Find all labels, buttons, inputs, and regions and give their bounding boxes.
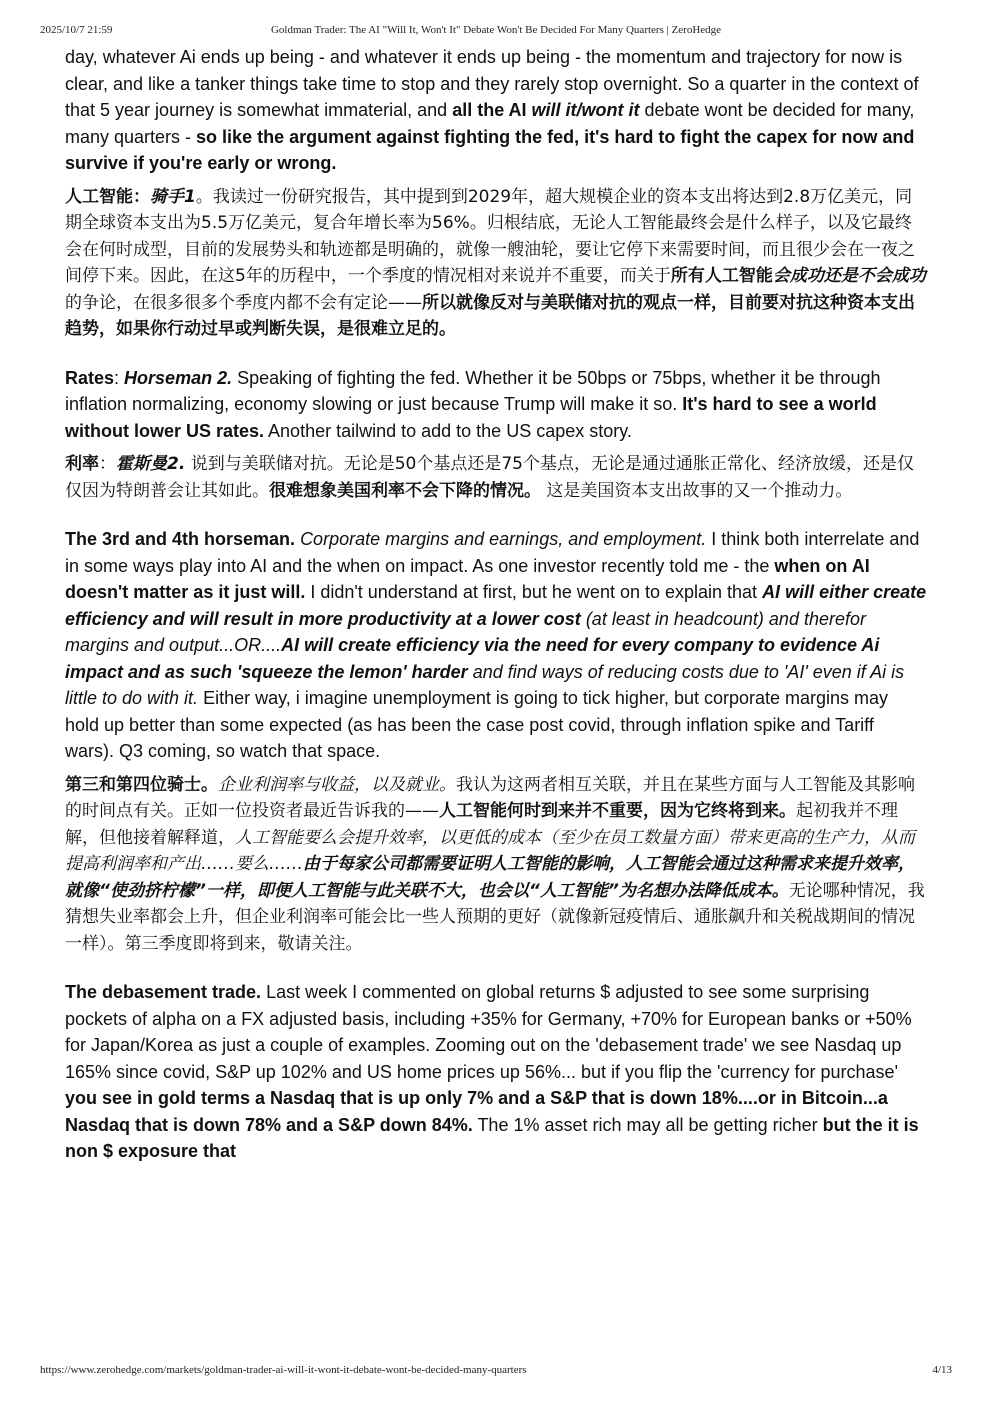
text-run: day, whatever Ai ends up being - and whatever it ends up being - the momentum and trajectory for now is clear, and like a tanker things take time to stop and they rarely stop overnight. So a quarter in the context of that 5 year journey is somewhat immaterial, and	[65, 47, 919, 120]
text-run: I didn't understand at first, but he went on to explain that	[305, 582, 763, 602]
text-run: 的争论，在很多很多个季度内都不会有定论——	[65, 292, 422, 313]
bold-italic-text: 霍斯曼2.	[116, 454, 186, 474]
paragraph-debasement	[65, 979, 927, 1165]
page-number: 4/13	[932, 1364, 952, 1376]
bold-italic-text: 会成功还是不会成功	[772, 266, 926, 286]
bold-italic-text: 由于每家公司都需要证明人工智能的影响，人工智能会通过这种需求来提升效率，就像“使劲挤柠檬”一样，即便人工智能与此关联不大，也会以“人工智能”为名想办法降低成本。	[65, 854, 915, 901]
print-datetime: 2025/10/7 21:59	[40, 24, 113, 36]
text-run: 起初我并不理解，但他接着解释道，	[65, 801, 898, 848]
bold-text: 利率	[65, 454, 99, 474]
paragraph-ai-capex	[65, 44, 927, 177]
text-run: 说到与美联储对抗。无论是50个基点还是75个基点，无论是通过通胀正常化、经济放缓，还是仅仅因为特朗普会让其如此。	[65, 454, 914, 501]
print-footer	[40, 1364, 952, 1380]
bold-italic-text: AI will either create efficiency and will result in more productivity at a lower cost	[65, 582, 927, 629]
italic-text: 企业利润率与收益，以及就业。	[218, 774, 456, 795]
page-url: https://www.zerohedge.com/markets/goldman-trader-ai-will-it-wont-it-debate-wont-be-decided-many-quarters	[40, 1364, 527, 1376]
bold-italic-text: 骑手1	[150, 186, 196, 207]
bold-text: 人工智能：	[65, 186, 150, 207]
page-title: Goldman Trader: The AI "Will It, Won't It" Debate Won't Be Decided For Many Quarters | ZeroHedge	[270, 24, 722, 36]
text-run: Another tailwind to add to the US capex story.	[264, 420, 632, 441]
text-run: Last week I commented on global returns $ adjusted to see some surprising pockets of alpha on a FX adjusted basis, including +35% for Germany, +70% for European banks or +50% for Japan/Korea as just a couple of examples. Zooming out on the 'debasement trade' we see Nasdaq up 165% since covid, S&P up 102% and US home prices up 56%... but if you flip the 'currency for purchase'	[65, 982, 912, 1082]
text-run: :	[114, 367, 125, 388]
paragraph-rates	[65, 365, 927, 445]
bold-text: all the AI	[452, 100, 532, 120]
print-header	[40, 24, 952, 40]
bold-text: 人工智能何时到来并不重要，因为它终将到来。	[439, 801, 796, 821]
bold-text: 所有人工智能	[670, 266, 773, 286]
bold-italic-text: will it/wont it	[531, 100, 640, 120]
text-run: I think both interrelate and in some ways play into AI and the when on impact. As one investor recently told me - the	[65, 529, 920, 576]
text-run: Either way, i imagine unemployment is going to tick higher, but corporate margins may hold up better than some expected (as has been the case post covid, through inflation spike and Tariff wars). Q3 coming, so watch that space.	[65, 688, 889, 761]
bold-text: but the it is non $ exposure that	[65, 1114, 919, 1161]
bold-text: 所以就像反对与美联储对抗的观点一样，目前要对抗这种资本支出趋势，如果你行动过早或判断失误，是很难立足的。	[65, 292, 915, 339]
bold-text: you see in gold terms a Nasdaq that is up only 7% and a S&P that is down 18%....or in Bitcoin...a Nasdaq that is down 78% and a S&P down 84%.	[65, 1088, 888, 1135]
bold-italic-text: Horseman 2.	[124, 367, 233, 388]
bold-text: when on AI doesn't matter as it just will.	[65, 555, 870, 602]
italic-text: 人工智能要么会提升效率，以更低的成本（至少在员工数量方面）带来更高的生产力，从而提高利润率和产出……要么……	[65, 827, 915, 874]
italic-text: (at least in headcount) and therefor margins and output...OR....	[65, 608, 866, 655]
italic-text: Corporate margins and earnings, and employment.	[300, 529, 707, 549]
text-run: 。我读过一份研究报告，其中提到到2029年，超大规模企业的资本支出将达到2.8万亿美元，同期全球资本支出为5.5万亿美元，复合年增长率为56%。归根结底，无论人工智能最终会是什么样子，以及它最终会在何时成型，目前的发展势头和轨迹都是明确的，就像一艘油轮，要让它停下来需要时间，而且很少会在一夜之间停下来。因此，在这5年的历程中，一个季度的情况相对来说并不重要，而关于	[65, 186, 915, 286]
paragraph-horsemen	[65, 526, 927, 765]
paragraph-rates-zh	[65, 451, 927, 504]
bold-text: 很难想象美国利率不会下降的情况。	[269, 480, 541, 501]
italic-text: and find ways of reducing costs due to 'AI' even if Ai is little to do with it.	[65, 661, 905, 708]
text-run: 我认为这两者相互关联，并且在某些方面与人工智能及其影响的时间点有关。正如一位投资者最近告诉我的——	[65, 774, 915, 821]
text-run: Speaking of fighting the fed. Whether it be 50bps or 75bps, whether it be through inflation normalizing, economy slowing or just because Trump will make it so.	[65, 367, 881, 414]
text-run: The 1% asset rich may all be getting richer	[472, 1114, 823, 1135]
paragraph-ai-capex-zh	[65, 184, 927, 343]
bold-text: Rates	[65, 367, 115, 388]
bold-text: so like the argument against fighting the fed, it's hard to fight the capex for now and survive if you're early or wrong.	[65, 126, 915, 173]
article-body	[65, 44, 927, 1172]
bold-text: It's hard to see a world without lower US rates.	[65, 394, 877, 441]
bold-text: The 3rd and 4th horseman.	[65, 529, 296, 549]
bold-text: 第三和第四位骑士。	[65, 774, 218, 795]
text-run: 无论哪种情况，我猜想失业率都会上升，但企业利润率可能会比一些人预期的更好（就像新冠疫情后、通胀飙升和关税战期间的情况一样）。第三季度即将到来，敬请关注。	[65, 880, 925, 954]
bold-italic-text: AI will create efficiency via the need for every company to evidence Ai impact and as such 'squeeze the lemon' harder	[65, 635, 880, 682]
text-run: ：	[99, 454, 116, 474]
bold-text: The debasement trade.	[65, 982, 262, 1002]
paragraph-horsemen-zh	[65, 772, 927, 958]
text-run: debate wont be decided for many, many quarters -	[65, 100, 915, 147]
text-run: 这是美国资本支出故事的又一个推动力。	[541, 480, 853, 501]
